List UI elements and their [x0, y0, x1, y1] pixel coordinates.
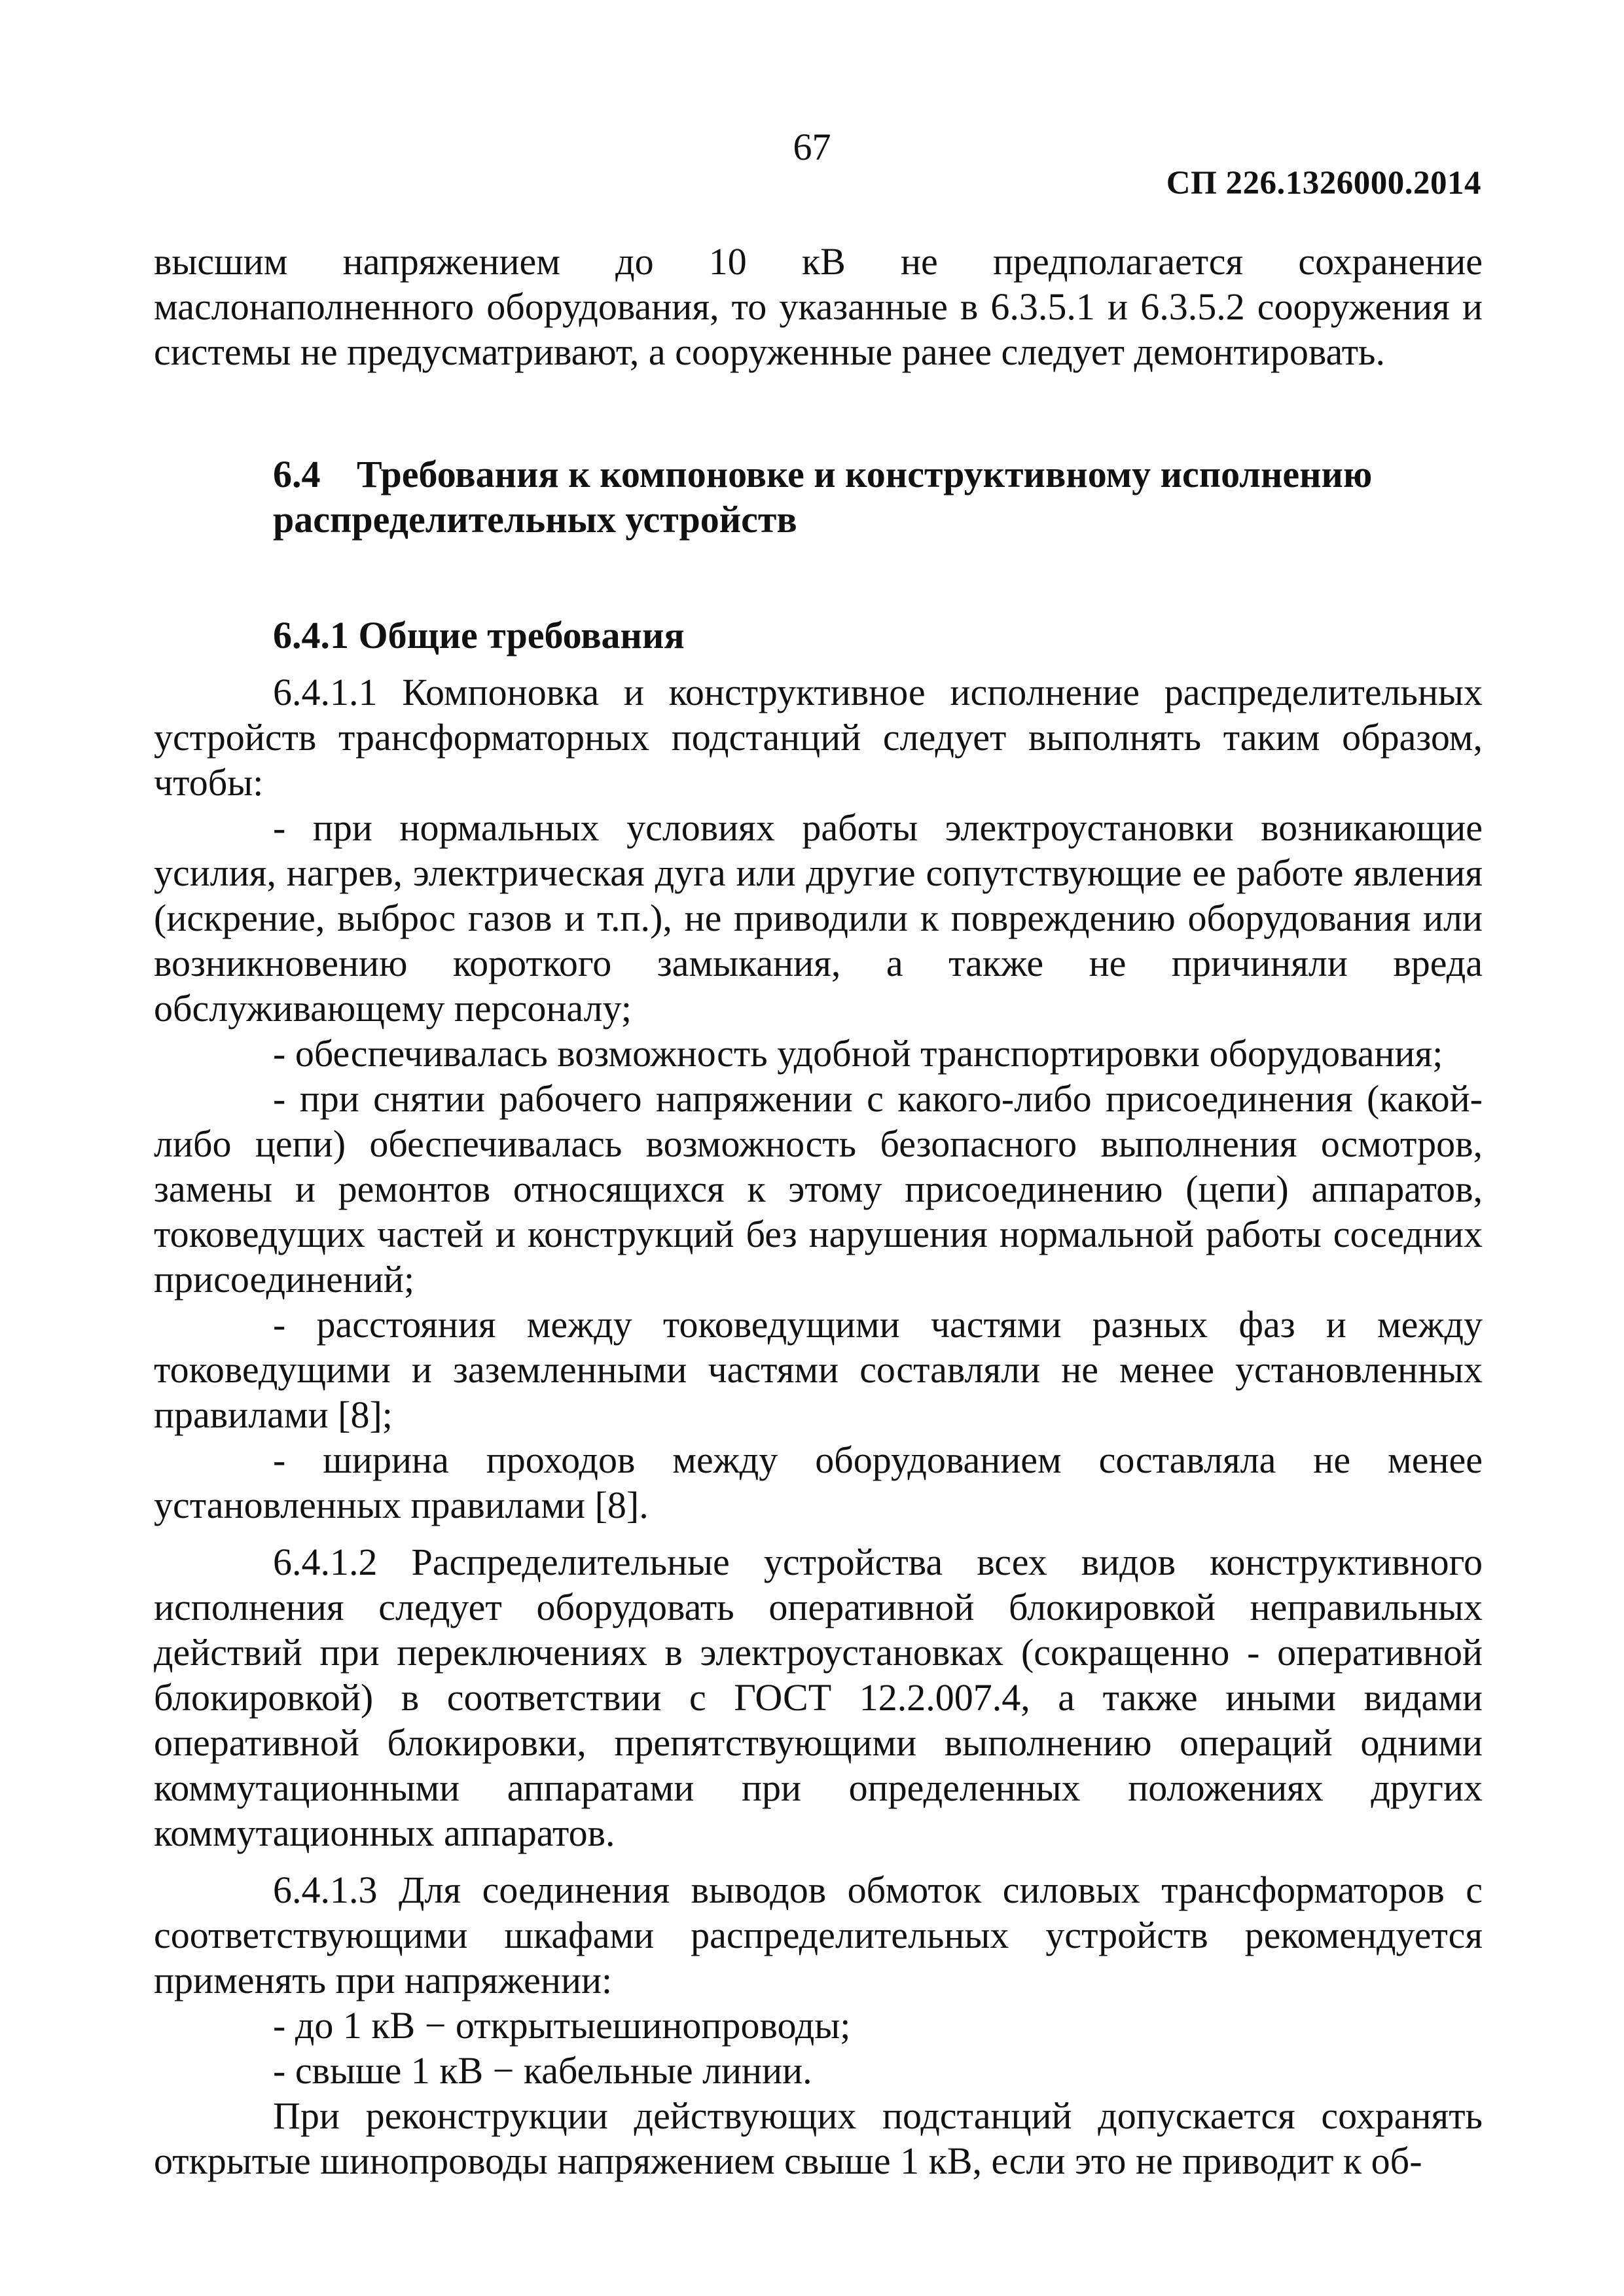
- paragraph-6-4-1-1: 6.4.1.1 Компоновка и конструктивное исполнение распределительных устройств трансформаторных подстанций следует выполнять таким образом, чтобы:: [154, 671, 1483, 804]
- page-number: 67: [793, 126, 831, 168]
- list-item: - ширина проходов между оборудованием составляла не менее установленных правилами [8].: [154, 1439, 1483, 1526]
- list-item: - при нормальных условиях работы электроустановки возникающие усилия, нагрев, электрическая дуга или другие сопутствующие ее работе явления (искрение, выброс газов и т.п.), не приводили к повреждению оборудования или возникновению короткого замыкания, а также не причиняли вреда обслуживающему персоналу;: [154, 806, 1483, 1030]
- paragraph-intro: высшим напряжением до 10 кВ не предполагается сохранение маслонаполненного оборудования, то указанные в 6.3.5.1 и 6.3.5.2 сооружения и системы не предусматривают, а сооруженные ранее следует демонтировать.: [154, 240, 1483, 373]
- paragraph-reconstruction: При реконструкции действующих подстанций допускается сохранять открытые шинопроводы напряжением свыше 1 кВ, если это не приводит к об-: [154, 2094, 1483, 2182]
- section-title: Требования к компоновке и конструктивному исполнению распределительных устройств: [273, 453, 1373, 541]
- paragraph-6-4-1-2: 6.4.1.2 Распределительные устройства всех видов конструктивного исполнения следует оборудовать оперативной блокировкой неправильных действий при переключениях в электроустановках (сокращенно - оперативной блокировкой) в соответствии с ГОСТ 12.2.007.4, а также иными видами оперативной блокировки, препятствующими выполнению операций одними коммутационными аппаратами при определенных положениях других коммутационных аппаратов.: [154, 1541, 1483, 1854]
- document-code: СП 226.1326000.2014: [1166, 165, 1481, 202]
- list-item: - обеспечивалась возможность удобной транспортировки оборудования;: [273, 1032, 1443, 1075]
- section-number: 6.4: [273, 453, 321, 495]
- list-item: - свыше 1 кВ − кабельные линии.: [273, 2049, 812, 2092]
- paragraph-6-4-1-3: 6.4.1.3 Для соединения выводов обмоток силовых трансформаторов с соответствующими шкафами распределительных устройств рекомендуется применять при напряжении:: [154, 1869, 1483, 2001]
- list-item: - до 1 кВ − открытыешинопроводы;: [273, 2004, 851, 2047]
- page-content: [154, 239, 1483, 2183]
- section-heading-6-4: [154, 452, 1483, 542]
- subsection-heading-6-4-1: 6.4.1 Общие требования: [273, 614, 685, 656]
- list-item: - при снятии рабочего напряжении с какого-либо присоединения (какой-либо цепи) обеспечивалась возможность безопасного выполнения осмотров, замены и ремонтов относящихся к этому присоединению (цепи) аппаратов, токоведущих частей и конструкций без нарушения нормальной работы соседних присоединений;: [154, 1077, 1483, 1300]
- list-item: - расстояния между токоведущими частями разных фаз и между токоведущими и заземленными частями составляли не менее установленных правилами [8];: [154, 1303, 1483, 1436]
